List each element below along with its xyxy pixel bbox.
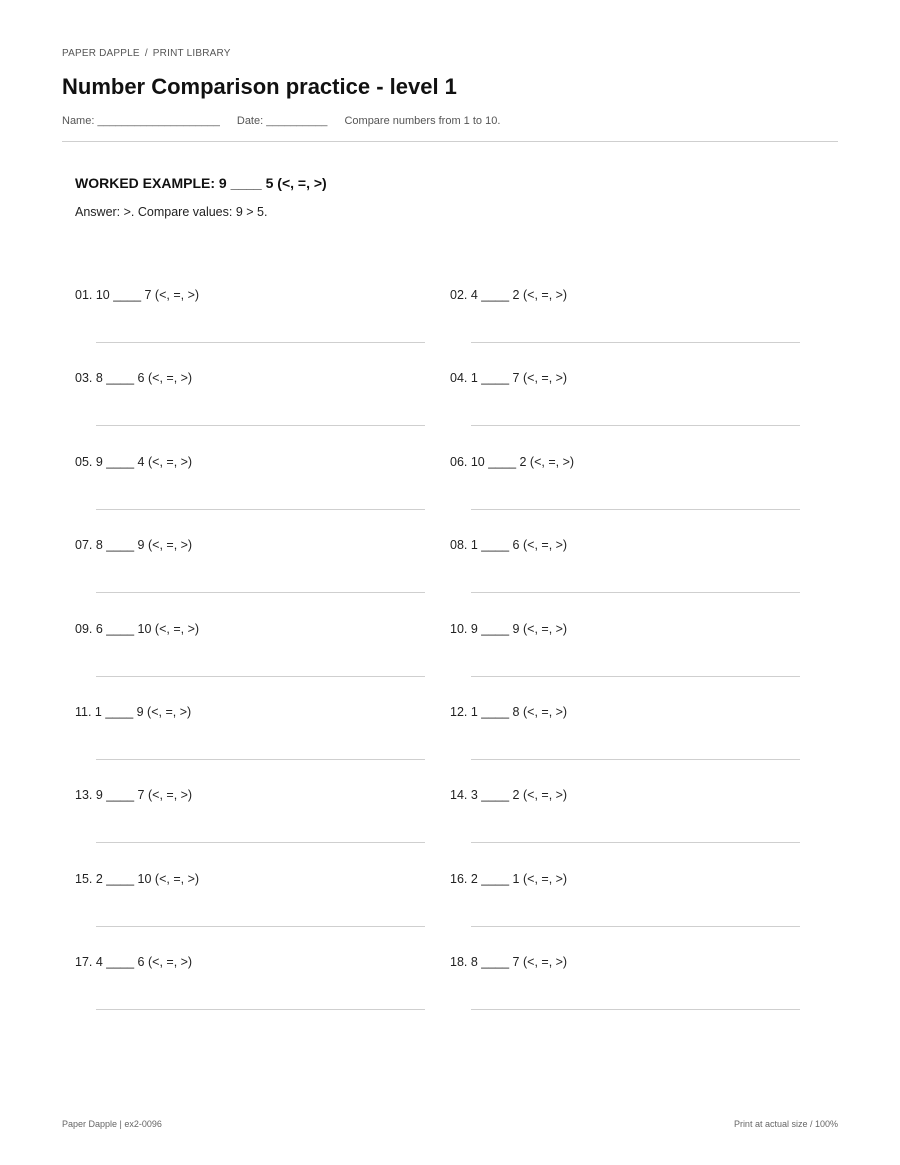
answer-line bbox=[96, 342, 425, 343]
answer-line bbox=[96, 842, 425, 843]
question-item bbox=[450, 955, 800, 1025]
breadcrumb-section: PRINT LIBRARY bbox=[152, 48, 231, 59]
question-item bbox=[75, 705, 425, 775]
question-item bbox=[75, 371, 425, 441]
answer-line bbox=[96, 592, 425, 593]
answer-line bbox=[96, 926, 425, 927]
question-text: 17. 4 ____ 6 (<, =, >) bbox=[75, 955, 193, 969]
footer-print-note: Print at actual size / 100% bbox=[733, 1119, 838, 1129]
question-text: 10. 9 ____ 9 (<, =, >) bbox=[450, 622, 568, 636]
answer-line bbox=[471, 425, 800, 426]
question-text: 01. 10 ____ 7 (<, =, >) bbox=[75, 288, 200, 302]
question-item bbox=[75, 622, 425, 692]
question-item bbox=[75, 538, 425, 608]
question-text: 07. 8 ____ 9 (<, =, >) bbox=[75, 538, 193, 552]
question-text: 02. 4 ____ 2 (<, =, >) bbox=[450, 288, 568, 302]
question-item bbox=[75, 288, 425, 358]
question-text: 04. 1 ____ 7 (<, =, >) bbox=[450, 371, 568, 385]
question-item bbox=[450, 872, 800, 942]
question-item bbox=[450, 288, 800, 358]
answer-line bbox=[96, 1009, 425, 1010]
question-item bbox=[75, 872, 425, 942]
question-text: 13. 9 ____ 7 (<, =, >) bbox=[75, 788, 193, 802]
answer-line bbox=[96, 425, 425, 426]
question-text: 11. 1 ____ 9 (<, =, >) bbox=[75, 705, 192, 719]
answer-line bbox=[471, 342, 800, 343]
answer-line bbox=[471, 1009, 800, 1010]
breadcrumb-brand: PAPER DAPPLE bbox=[62, 48, 140, 59]
answer-line bbox=[471, 592, 800, 593]
answer-line bbox=[96, 676, 425, 677]
question-text: 08. 1 ____ 6 (<, =, >) bbox=[450, 538, 568, 552]
question-text: 05. 9 ____ 4 (<, =, >) bbox=[75, 455, 193, 469]
answer-line bbox=[471, 676, 800, 677]
question-text: 09. 6 ____ 10 (<, =, >) bbox=[75, 622, 200, 636]
answer-line bbox=[471, 509, 800, 510]
worked-example-answer: Answer: >. Compare values: 9 > 5. bbox=[75, 205, 268, 219]
question-text: 12. 1 ____ 8 (<, =, >) bbox=[450, 705, 568, 719]
question-item bbox=[450, 538, 800, 608]
page-title: Number Comparison practice - level 1 bbox=[62, 74, 457, 99]
question-item bbox=[450, 455, 800, 525]
answer-line bbox=[96, 759, 425, 760]
date-field: Date: __________ bbox=[236, 115, 328, 127]
question-text: 16. 2 ____ 1 (<, =, >) bbox=[450, 872, 568, 886]
answer-line bbox=[471, 759, 800, 760]
answer-line bbox=[96, 509, 425, 510]
question-item bbox=[450, 371, 800, 441]
question-item bbox=[450, 622, 800, 692]
question-item bbox=[75, 455, 425, 525]
footer-id: Paper Dapple | ex2-0096 bbox=[62, 1119, 162, 1129]
breadcrumb-separator: / bbox=[144, 48, 148, 59]
worked-example-title: WORKED EXAMPLE: 9 ____ 5 (<, =, >) bbox=[75, 175, 327, 191]
question-text: 14. 3 ____ 2 (<, =, >) bbox=[450, 788, 568, 802]
question-item bbox=[75, 955, 425, 1025]
answer-line bbox=[471, 842, 800, 843]
question-text: 06. 10 ____ 2 (<, =, >) bbox=[450, 455, 575, 469]
question-item bbox=[75, 788, 425, 858]
question-item bbox=[450, 705, 800, 775]
question-item bbox=[450, 788, 800, 858]
instructions: Compare numbers from 1 to 10. bbox=[344, 115, 501, 127]
question-text: 03. 8 ____ 6 (<, =, >) bbox=[75, 371, 193, 385]
answer-line bbox=[471, 926, 800, 927]
question-text: 15. 2 ____ 10 (<, =, >) bbox=[75, 872, 200, 886]
name-field: Name: ____________________ bbox=[62, 115, 220, 127]
question-text: 18. 8 ____ 7 (<, =, >) bbox=[450, 955, 568, 969]
